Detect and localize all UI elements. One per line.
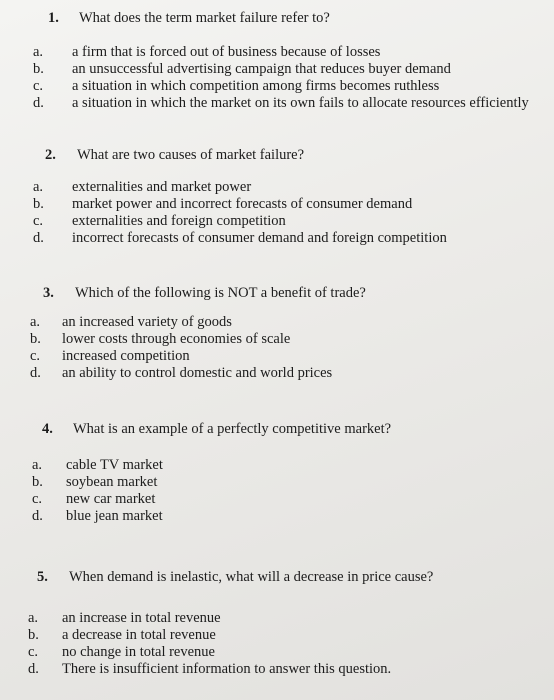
option-letter: a. <box>32 457 43 473</box>
option-text: increased competition <box>62 348 190 364</box>
option-letter: b. <box>30 331 41 347</box>
option-letter: b. <box>33 61 44 77</box>
option-text: market power and incorrect forecasts of consumer demand <box>72 196 413 212</box>
option-d <box>0 508 554 525</box>
option-text: a firm that is forced out of business because of losses <box>72 44 381 60</box>
option-letter: a. <box>30 314 41 330</box>
option-text: a decrease in total revenue <box>62 627 216 643</box>
question-text: When demand is inelastic, what will a decrease in price cause? <box>69 569 434 585</box>
option-text: externalities and market power <box>72 179 252 195</box>
option-b <box>0 61 554 78</box>
option-letter: d. <box>33 95 44 111</box>
option-letter: c. <box>32 491 43 507</box>
question-1-prompt <box>0 8 554 28</box>
question-text: Which of the following is NOT a benefit of trade? <box>75 285 366 301</box>
option-letter: a. <box>33 44 44 60</box>
option-a <box>0 457 554 474</box>
question-text: What does the term market failure refer to? <box>79 10 330 26</box>
question-4 <box>0 419 554 525</box>
option-c <box>0 644 554 661</box>
question-number: 1. <box>48 10 59 26</box>
option-letter: c. <box>33 78 44 94</box>
option-letter: d. <box>33 230 44 246</box>
question-3-prompt <box>0 283 554 303</box>
option-c <box>0 491 554 508</box>
question-number: 2. <box>45 147 56 163</box>
question-2-prompt <box>0 145 554 165</box>
option-text: soybean market <box>66 474 158 490</box>
option-text: lower costs through economies of scale <box>62 331 291 347</box>
option-d <box>0 230 554 247</box>
option-d <box>0 95 554 112</box>
option-c <box>0 213 554 230</box>
option-letter: b. <box>32 474 43 490</box>
question-5 <box>0 567 554 678</box>
question-1-options <box>0 44 554 112</box>
option-letter: d. <box>28 661 39 677</box>
option-b <box>0 627 554 644</box>
question-2-options <box>0 179 554 247</box>
option-letter: a. <box>28 610 39 626</box>
option-text: incorrect forecasts of consumer demand and foreign competition <box>72 230 447 246</box>
question-3-options <box>0 314 554 382</box>
option-text: an unsuccessful advertising campaign that reduces buyer demand <box>72 61 451 77</box>
option-letter: a. <box>33 179 44 195</box>
question-number: 5. <box>37 569 48 585</box>
option-letter: b. <box>33 196 44 212</box>
option-d <box>0 661 554 678</box>
question-text: What are two causes of market failure? <box>77 147 305 163</box>
option-b <box>0 196 554 213</box>
option-text: an ability to control domestic and world prices <box>62 365 333 381</box>
question-5-prompt <box>0 567 554 587</box>
option-d <box>0 365 554 382</box>
option-text: new car market <box>66 491 156 507</box>
question-text: What is an example of a perfectly competitive market? <box>73 421 392 437</box>
option-text: a situation in which the market on its own fails to allocate resources efficiently <box>72 95 529 111</box>
option-c <box>0 348 554 365</box>
question-4-prompt <box>0 419 554 439</box>
question-5-options <box>0 610 554 678</box>
option-text: a situation in which competition among firms becomes ruthless <box>72 78 440 94</box>
question-4-options <box>0 457 554 525</box>
option-a <box>0 610 554 627</box>
option-text: an increased variety of goods <box>62 314 232 330</box>
option-letter: c. <box>30 348 41 364</box>
option-letter: d. <box>32 508 43 524</box>
question-3 <box>0 283 554 382</box>
option-b <box>0 474 554 491</box>
option-text: There is insufficient information to answer this question. <box>62 661 392 677</box>
option-text: cable TV market <box>66 457 163 473</box>
option-letter: c. <box>33 213 44 229</box>
option-a <box>0 314 554 331</box>
option-a <box>0 44 554 61</box>
option-text: blue jean market <box>66 508 163 524</box>
option-text: an increase in total revenue <box>62 610 221 626</box>
option-b <box>0 331 554 348</box>
option-letter: b. <box>28 627 39 643</box>
option-c <box>0 78 554 95</box>
question-2 <box>0 145 554 247</box>
option-a <box>0 179 554 196</box>
option-text: no change in total revenue <box>62 644 215 660</box>
question-number: 4. <box>42 421 53 437</box>
option-letter: c. <box>28 644 39 660</box>
option-letter: d. <box>30 365 41 381</box>
question-number: 3. <box>43 285 54 301</box>
option-text: externalities and foreign competition <box>72 213 286 229</box>
question-1 <box>0 8 554 112</box>
